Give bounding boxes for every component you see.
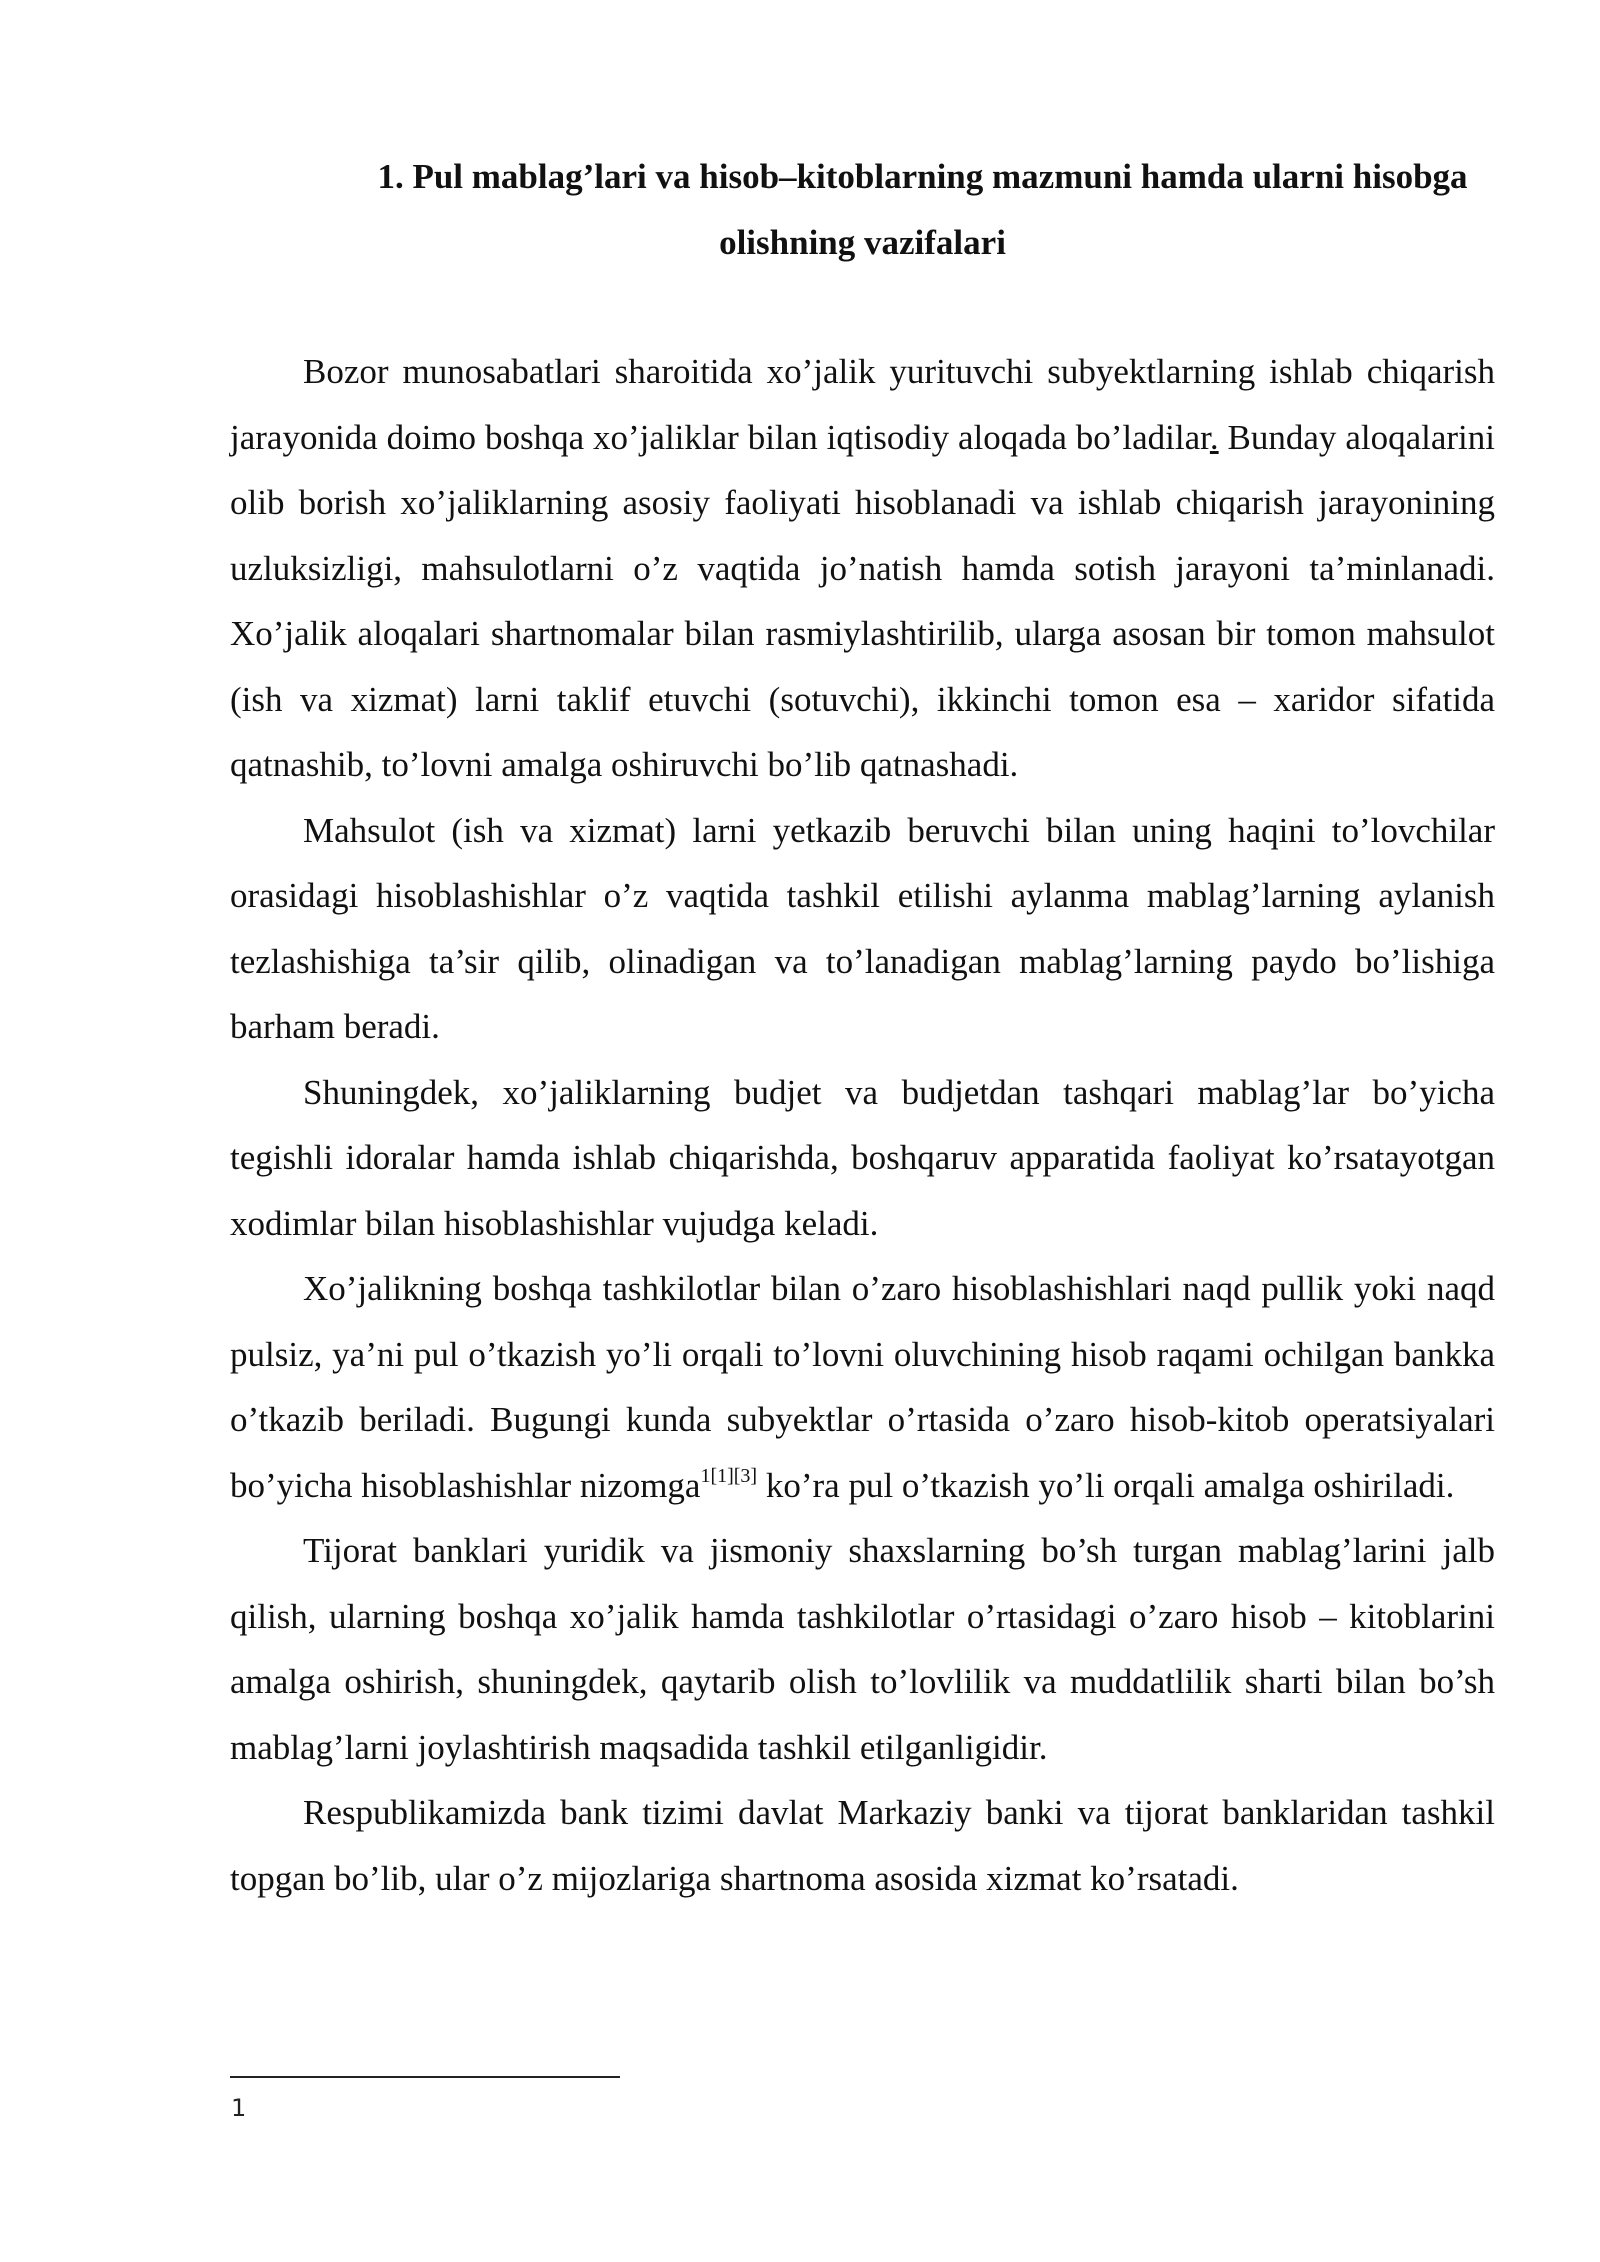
- footnote-separator: [230, 2076, 620, 2078]
- paragraph-1-text: Bozor munosabatlari sharoitida xo’jalik yurituvchi subyektlarning ishlab chiqarish jarayonida doimo boshqa xo’jaliklar bilan iqtisodiy aloqada bo’ladilar: [230, 352, 1495, 457]
- underlined-period: .: [1209, 417, 1219, 457]
- paragraph-5: Tijorat banklari yuridik va jismoniy shaxslarning bo’sh turgan mablag’larini jalb qilish, ularning boshqa xo’jalik hamda tashkilotlar o’rtasidagi o’zaro hisob – kitoblarini amalga oshirish, shuningdek, qaytarib olish to’lovlilik va muddatlilik sharti bilan bo’sh mablag’larni joylashtirish maqsadida tashkil etilganligidir.: [230, 1531, 1495, 1767]
- footnote-reference[interactable]: 1[1][3]: [700, 1464, 758, 1487]
- paragraph-2: Mahsulot (ish va xizmat) larni yetkazib beruvchi bilan uning haqini to’lovchilar orasidagi hisoblashishlar o’z vaqtida tashkil etilishi aylanma mablag’larning aylanish tezlashishiga ta’sir qilib, olinadigan va to’lanadigan mablag’larning paydo bo’lishiga barham beradi.: [230, 810, 1495, 1046]
- paragraph-1-continuation: Bunday aloqalarini olib borish xo’jaliklarning asosiy faoliyati hisoblanadi va ishlab chiqarish jarayonining uzluksizligi, mahsulotlarni o’z vaqtida jo’natish hamda sotish jarayoni ta’minlanadi. Xo’jalik aloqalari shartnomalar bilan rasmiylashtirilib, ularga asosan bir tomon mahsulot (ish va xizmat) larni taklif etuvchi (sotuvchi), ikkinchi tomon esa – xaridor sifatida qatnashib, to’lovni amalga oshiruvchi bo’lib qatnashadi.: [230, 417, 1495, 784]
- section-heading: 1. Pul mablag’lari va hisob–kitoblarning mazmuni hamda ularni hisobga olishning vazifalari: [377, 157, 1468, 262]
- body-text: [230, 339, 1495, 1911]
- paragraph-1: [230, 339, 1495, 798]
- paragraph-3: Shuningdek, xo’jaliklarning budjet va budjetdan tashqari mablag’lar bo’yicha tegishli idoralar hamda ishlab chiqarishda, boshqaruv apparatida faoliyat ko’rsatayotgan xodimlar bilan hisoblashishlar vujudga keladi.: [230, 1072, 1495, 1243]
- paragraph-4-text: Xo’jalikning boshqa tashkilotlar bilan o’zaro hisoblashishlari naqd pullik yoki naqd pulsiz, ya’ni pul o’tkazish yo’li orqali to’lovni oluvchining hisob raqami ochilgan bankka o’tkazib beriladi. Bugungi kunda subyektlar o’rtasida o’zaro hisob-kitob operatsiyalari bo’yicha hisoblashishlar nizomga: [230, 1269, 1495, 1505]
- paragraph-4-continuation: ko’ra pul o’tkazish yo’li orqali amalga oshiriladi.: [757, 1465, 1455, 1505]
- footnote-number: 1: [231, 2094, 247, 2122]
- paragraph-6: Respublikamizda bank tizimi davlat Markaziy banki va tijorat banklaridan tashkil topgan bo’lib, ular o’z mijozlariga shartnoma asosida xizmat ko’rsatadi.: [230, 1793, 1495, 1898]
- paragraph-4: [230, 1256, 1495, 1518]
